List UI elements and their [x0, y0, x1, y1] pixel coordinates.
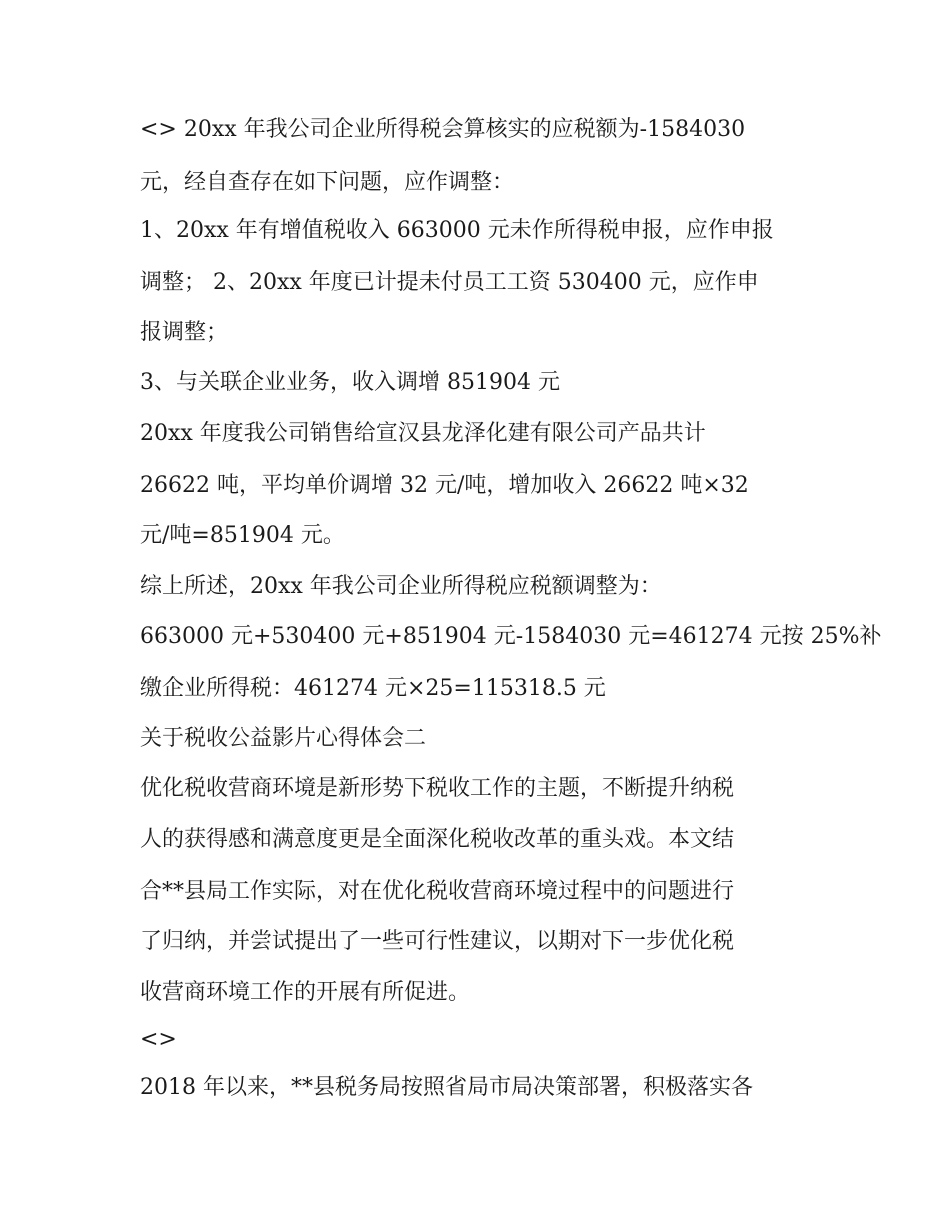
text-line: 调整； 2、20xx 年度已计提未付员工工资 530400 元，应作申	[140, 270, 759, 295]
text-line: 了归纳，并尝试提出了一些可行性建议，以期对下一步优化税	[140, 929, 735, 954]
text-line: 合**县局工作实际，对在优化税收营商环境过程中的问题进行	[140, 879, 735, 904]
text-line: <>	[140, 1027, 177, 1052]
section-heading: 关于税收公益影片心得体会二	[140, 726, 427, 751]
text-line: 元，经自查存在如下问题，应作调整：	[140, 170, 515, 195]
text-line: 缴企业所得税：461274 元×25=115318.5 元	[140, 676, 606, 701]
text-line: 元/吨=851904 元。	[140, 523, 345, 548]
text-line: 20xx 年度我公司销售给宣汉县龙泽化建有限公司产品共计	[140, 421, 706, 446]
text-line: 2018 年以来，**县税务局按照省局市局决策部署，积极落实各	[140, 1075, 753, 1100]
text-line: 人的获得感和满意度更是全面深化税收改革的重头戏。本文结	[140, 827, 735, 852]
text-line: 综上所述，20xx 年我公司企业所得税应税额调整为：	[140, 574, 662, 599]
text-line: 3、与关联企业业务，收入调增 851904 元	[140, 370, 560, 395]
text-line: 优化税收营商环境是新形势下税收工作的主题，不断提升纳税	[140, 776, 735, 801]
text-line: 1、20xx 年有增值税收入 663000 元未作所得税申报，应作申报	[140, 218, 774, 243]
text-line: 报调整；	[140, 320, 229, 345]
text-line: 663000 元+530400 元+851904 元-1584030 元=461274 元按 25%补	[140, 624, 882, 649]
text-line: 收营商环境工作的开展有所促进。	[140, 980, 471, 1005]
text-line: 26622 吨，平均单价调增 32 元/吨，增加收入 26622 吨×32	[140, 473, 749, 498]
text-line: <> 20xx 年我公司企业所得税会算核实的应税额为-1584030	[140, 117, 746, 142]
